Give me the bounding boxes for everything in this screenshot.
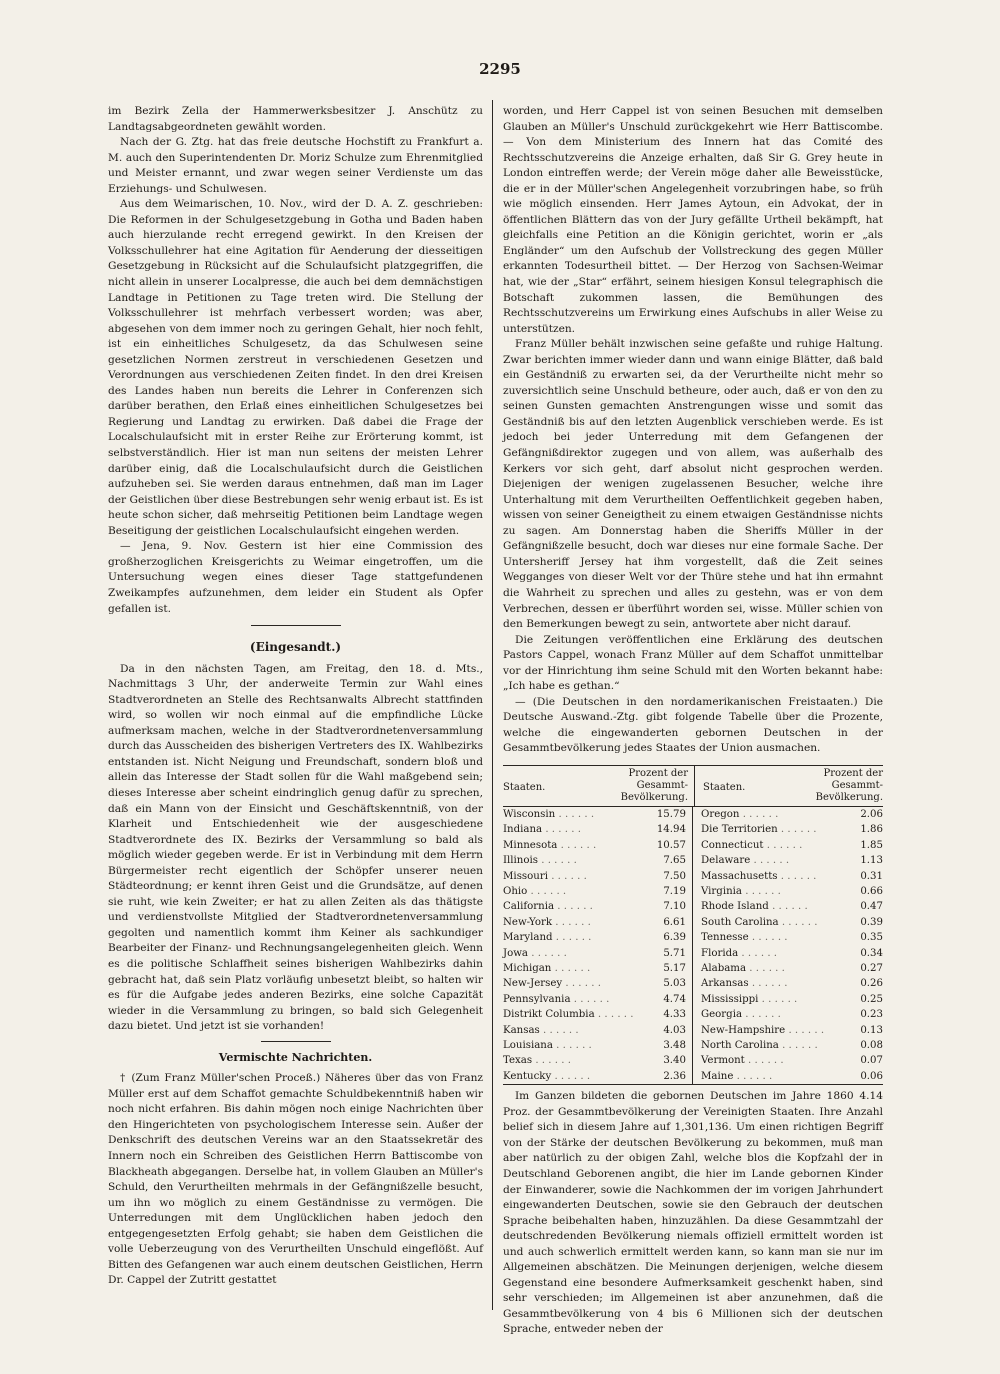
column-header-state: Staaten. bbox=[703, 781, 746, 793]
table-row bbox=[503, 961, 686, 976]
table-row bbox=[701, 1038, 883, 1053]
percent-value: 2.36 bbox=[663, 1070, 686, 1082]
percent-value: 0.26 bbox=[860, 978, 883, 990]
state-name: Michigan . . . bbox=[503, 961, 590, 976]
state-name: Rhode Island . . . bbox=[701, 899, 808, 914]
state-name: Distrikt Columbia . . . bbox=[503, 1007, 634, 1022]
table-row bbox=[503, 1053, 686, 1068]
percent-value: 5.17 bbox=[663, 963, 686, 975]
table-row bbox=[701, 869, 883, 884]
percent-value: 1.13 bbox=[860, 855, 883, 867]
percent-value: 0.35 bbox=[860, 932, 883, 944]
table-row bbox=[701, 1007, 883, 1022]
percent-value: 1.85 bbox=[860, 839, 883, 851]
vermischte-text: † (Zum Franz Müller'schen Proceß.) Näheres über das von Franz Müller erst auf dem Schaffot gemachte Schuldbekenntniß haben wir noch nicht erfahren. Bis dahin mögen noch einige Nachrichten über den Hingerichteten von psychologischem Interesse sein. Außer der Denkschrift des deutschen Vereins war an den Staatssekretär des Innern noch ein Schreiben des Geistlichen Herrn Battiscombe von Blackheath abgegangen. Derselbe hat, in vollem Glauben an Müller's Schuld, den Verurtheilten mehrmals in der Gefängnißzelle besucht, um ihn wo möglich zu einem Geständnisse zu vermögen. Die Unterredungen mit dem Unglücklichen haben jedoch den entgegengesetzten Erfolg gehabt; sie haben dem Geistlichen die volle Ueberzeugung von des Verurtheilten Unschuld eingeflößt. Auf Bitten des Gefangenen war auch einem deutschen Geistlichen, Herrn Dr. Cappel der Zutritt gestattet bbox=[108, 1072, 483, 1287]
percent-value: 0.25 bbox=[860, 993, 883, 1005]
percent-value: 7.19 bbox=[663, 886, 686, 897]
table-row bbox=[701, 807, 883, 822]
state-name: Wisconsin . . . bbox=[503, 807, 594, 822]
state-name: Connecticut . . . bbox=[701, 838, 802, 853]
state-name: New-Hampshire . . . bbox=[701, 1023, 824, 1038]
table-column-right bbox=[693, 807, 883, 1084]
table-row bbox=[503, 853, 686, 868]
percent-value: 0.06 bbox=[860, 1070, 883, 1082]
percent-value: 0.23 bbox=[860, 1009, 883, 1021]
state-name: Minnesota . . . bbox=[503, 838, 596, 853]
article-paragraph: Die Zeitungen veröffentlichen eine Erklärung des deutschen Pastors Cappel, wonach Franz Müller auf dem Schaffot unmittelbar vor der Hinrichtung ihm seine Schuld mit den Worten bekannt habe: „Ich habe es gethan.“ bbox=[503, 633, 883, 693]
article-paragraph: Im Ganzen bildeten die gebornen Deutschen im Jahre 1860 4.14 Proz. der Gesammtbevölkerung der Vereinigten Staaten. Ihre Anzahl belief sich in diesem Jahre auf 1,301,136. Um einen richtigen Begriff von der Stärke der deutschen Bevölkerung zu bekommen, muß man aber natürlich zu der obigen Zahl, welche blos die Kopfzahl der in Deutschland Geborenen angibt, die hier im Lande gebornen Kinder der Einwanderer, sowie die Nachkommen der im vorigen Jahrhundert eingewanderten Deutschen, sowie sie den Gebrauch der deutschen Sprache beibehalten haben, hinzuzählen. Da diese Gesammtzahl der deutschredenden Bevölkerung niemals offiziell ermittelt worden ist und auch schwerlich ermittelt werden kann, so kann man sie nur im Allgemeinen abschätzen. Die Meinungen derjenigen, welche diesem Gegenstand eine besondere Aufmerksamkeit geschenkt haben, sind sehr verschieden; im Allgemeinen ist aber anzunehmen, daß die Gesammtbevölkerung von 4 bis 6 Millionen sich der deutschen Sprache, entweder neben der bbox=[503, 1090, 883, 1336]
table-row bbox=[503, 1007, 686, 1022]
table-row bbox=[701, 992, 883, 1007]
state-name: Florida . . . bbox=[701, 946, 777, 961]
table-row bbox=[503, 807, 686, 822]
percent-value: 0.31 bbox=[860, 870, 883, 882]
state-name: Georgia . . . bbox=[701, 1007, 781, 1022]
german-population-table bbox=[503, 765, 883, 1085]
state-name: Kentucky . . . bbox=[503, 1069, 590, 1084]
column-header-percent: Prozent der Gesammt-Bevölkerung. bbox=[598, 766, 695, 806]
table-row bbox=[701, 1023, 883, 1038]
table-column-left bbox=[503, 807, 693, 1084]
state-name: Kansas . . . bbox=[503, 1023, 579, 1038]
page-number: 2295 bbox=[479, 60, 521, 78]
percent-value: 0.66 bbox=[860, 886, 883, 897]
table-row bbox=[701, 976, 883, 991]
table-row bbox=[503, 838, 686, 853]
table-row bbox=[701, 884, 883, 899]
state-name: North Carolina . . . bbox=[701, 1038, 818, 1053]
state-name: Vermont . . . bbox=[701, 1053, 784, 1068]
column-divider bbox=[492, 100, 493, 1310]
percent-value: 6.39 bbox=[663, 932, 686, 944]
state-name: Texas . . . bbox=[503, 1053, 571, 1068]
percent-value: 14.94 bbox=[656, 824, 686, 836]
article-paragraph: Aus dem Weimarischen, 10. Nov., wird der D. A. Z. geschrieben: Die Reformen in der Schulgesetzgebung in Gotha und Baden haben auch hierzulande recht erregend gewirkt. In den Kreisen der Volksschullehrer hat eine Agitation für Aenderung der diesseitigen Gesetzgebung in Rücksicht auf die Schulaufsicht platzgegriffen, die nicht allein in unserer Localpresse, die auch bei dem demnächstigen Landtage in Petitionen zu Tage treten wird. Die Stellung der Volksschullehrer ist mehrfach verbessert worden; was aber, abgesehen von dem immer noch zu geringen Gehalt, hier noch fehlt, ist ein einheitliches Schulgesetz, da das Schulwesen seine gesetzlichen Normen zerstreut in verschiedenen Gesetzen und Verordnungen aus verschiedenen Zeiten findet. In den drei Kreisen des Landes haben nun bereits die Lehrer in Conferenzen sich darüber berathen, den Erlaß eines einheitlichen Schulgesetzes bei Regierung und Landtag zu erwirken. Daß dabei die Frage der Localschulaufsicht mit in erster Reihe zur Erörterung kommt, ist selbstverständlich. Hier ist man nun seitens der meisten Lehrer darüber einig, daß die Localschulaufsicht durch die Geistlichen aufzuheben sei. Sie werden daraus entnehmen, daß man im Lager der Geistlichen über diese Bestrebungen sehr wenig erbaut ist. Es ist heute schon sicher, daß mehrseitig Petitionen beim Landtage wegen Beseitigung der geistlichen Localschulaufsicht eingehen werden. bbox=[108, 198, 483, 537]
table-header bbox=[503, 766, 883, 807]
right-column bbox=[503, 104, 883, 1338]
table-row bbox=[503, 884, 686, 899]
state-name: Delaware . . . bbox=[701, 853, 789, 868]
state-name: Maryland . . . bbox=[503, 930, 591, 945]
table-row bbox=[503, 1069, 686, 1084]
article-paragraph: Franz Müller behält inzwischen seine gefaßte und ruhige Haltung. Zwar berichten immer wieder dann und wann einige Blätter, daß bald ein Geständniß zu erwarten sei, da der Verurtheilte nicht mehr so zuversichtlich seine Unschuld betheure, oder auch, daß er von den zu seinen Gunsten gemachten Anstrengungen wisse und somit das Geständniß bis auf den letzten Augenblick verschieben werde. Es ist jedoch bei jeder Unterredung mit dem Gefangenen der Gefängnißdirektor zugegen und von allem, was außerhalb des Kerkers vor sich geht, darf absolut nicht gesprochen werden. Diejenigen der wenigen zugelassenen Besucher, welche ihre Unterhaltung mit dem Verurtheilten Oeffentlichkeit gegeben haben, wissen von seiner Geneigtheit zu einem etwaigen Geständnisse nichts zu sagen. Am Donnerstag haben die Sheriffs Müller in der Gefängnißzelle besucht, doch war dieses nur eine formale Sache. Der Untersheriff Jersey hat ihm vorgestellt, daß die Zeit seines Wegganges von dieser Welt vor der Thüre stehe und hat ihn ermahnt die Wahrheit zu sprechen und alles zu gestehn, was er von dem Verbrechen, dessen er überführt worden sei, wisse. Müller schien von den Bemerkungen bewegt zu sein, antwortete aber nicht darauf. bbox=[503, 338, 883, 631]
percent-value: 3.40 bbox=[663, 1055, 686, 1067]
state-name: Die Territorien . . . bbox=[701, 822, 817, 837]
state-name: New-York . . . bbox=[503, 915, 591, 930]
percent-value: 6.61 bbox=[663, 916, 686, 928]
percent-value: 7.10 bbox=[663, 901, 686, 913]
table-row bbox=[503, 899, 686, 914]
table-row bbox=[503, 930, 686, 945]
percent-value: 3.48 bbox=[663, 1040, 686, 1052]
article-paragraph: worden, und Herr Cappel ist von seinen Besuchen mit demselben Glauben an Müller's Unschuld zurückgekehrt wie Herr Battiscombe. — Von dem Ministerium des Innern hat das Comité des Rechtsschutzvereins die Anzeige erhalten, daß Sir G. Grey heute in London eintreffen werde; der Verein möge daher alle Beweisstücke, die er in der Müller'schen Angelegenheit vorzubringen habe, so früh wie möglich einsenden. Herr James Aytoun, ein Advokat, der in öffentlichen Blättern das von der Jury gefällte Urtheil bekämpft, hat gleichfalls eine Petition an die Königin gerichtet, worin er „als Engländer“ um den Aufschub der Vollstreckung des gegen Müller erkannten Todesurtheil bittet. — Der Herzog von Sachsen-Weimar hat, wie der „Star“ erfährt, seinem hiesigen Konsul telegraphisch die Botschaft zukommen lassen, die Bemühungen des Rechtsschutzvereins um Erwirkung eines Aufschubs in aller Weise zu unterstützen. bbox=[503, 105, 883, 335]
table-row bbox=[503, 946, 686, 961]
percent-value: 5.71 bbox=[663, 947, 686, 959]
vermischte-heading: Vermischte Nachrichten. bbox=[218, 1050, 373, 1064]
table-row bbox=[503, 1038, 686, 1053]
state-name: Massachusetts . . . bbox=[701, 869, 816, 884]
percent-value: 0.47 bbox=[860, 901, 883, 913]
section-divider bbox=[251, 625, 341, 626]
table-row bbox=[701, 838, 883, 853]
state-name: Oregon . . . bbox=[701, 807, 778, 822]
table-row bbox=[701, 822, 883, 837]
article-paragraph: — (Die Deutschen in den nordamerikanischen Freistaaten.) Die Deutsche Auswand.-Ztg. gibt folgende Tabelle über die Prozente, welche die eingewanderten gebornen Deutschen in der Gesammtbevölkerung jedes Staates der Union ausmachen. bbox=[503, 695, 883, 755]
percent-value: 5.03 bbox=[663, 978, 686, 990]
state-name: Jowa . . . bbox=[503, 946, 567, 961]
table-row bbox=[503, 915, 686, 930]
percent-value: 10.57 bbox=[656, 839, 686, 851]
table-row bbox=[701, 853, 883, 868]
table-row bbox=[701, 946, 883, 961]
percent-value: 15.79 bbox=[656, 808, 686, 820]
eingesandt-heading: (Eingesandt.) bbox=[249, 640, 342, 655]
percent-value: 0.34 bbox=[860, 947, 883, 959]
state-name: Mississippi . . . bbox=[701, 992, 797, 1007]
table-row bbox=[701, 1053, 883, 1068]
table-body bbox=[503, 807, 883, 1084]
eingesandt-text: Da in den nächsten Tagen, am Freitag, den 18. d. Mts., Nachmittags 3 Uhr, der anderweite Termin zur Wahl eines Stadtverordneten an Stelle des Rechtsanwalts Albrecht stattfinden wird, so wollen wir noch einmal auf die empfindliche Lücke aufmerksam machen, welche in der Stadtverordnetenversammlung durch das Ausscheiden des bisherigen Vertreters des IX. Wahlbezirks entstanden ist. Nicht Neigung und Freundschaft, sondern bloß und allein das Interesse der Stadt sollen für die Wahl maßgebend sein; dieses Interesse aber scheint eindringlich genug dafür zu sprechen, daß ein Mann von der Einsicht und Geschäftskenntniß, von der Klarheit und Entschiedenheit wie der ausgeschiedene Stadtverordnete des IX. Bezirks der Versammlung so bald als möglich wieder gegeben werde. Er ist in Verbindung mit dem Herrn Bürgermeister recht eigentlich der Schöpfer unserer neuen Städteordnung; er kennt ihren Geist und die Grundsätze, auf denen sie ruht, wie kein Zweiter; er hat zu allen Zeiten als das thätigste und verdienstvollste Mitglied der Stadtverordnetenversammlung gegolten und namentlich kommt ihm Keiner als sachkundiger Bearbeiter der Finanz- und Rechnungsangelegenheiten gleich. Wenn es die politische Schlaffheit seines bisherigen Wahlbezirks dahin gebracht hat, daß sein Platz vorläufig unbesetzt bleibt, so halten wir es für die Aufgabe jedes anderen Bezirks, eine solche Capazität wieder in die Versammlung zu bringen, so bald sich Gelegenheit dazu bietet. Und jetzt ist sie vorhanden! bbox=[108, 662, 483, 1033]
percent-value: 1.86 bbox=[860, 824, 883, 836]
table-row bbox=[701, 899, 883, 914]
state-name: Virginia . . . bbox=[701, 884, 781, 899]
percent-value: 0.39 bbox=[860, 916, 883, 928]
state-name: Maine . . . bbox=[701, 1069, 772, 1084]
state-name: Indiana . . . bbox=[503, 822, 581, 837]
percent-value: 0.08 bbox=[860, 1040, 883, 1052]
percent-value: 0.13 bbox=[860, 1024, 883, 1036]
article-paragraph: — Jena, 9. Nov. Gestern ist hier eine Commission des großherzoglichen Kreisgerichts zu Weimar eingetroffen, um die Untersuchung wegen eines dieser Tage stattgefundenen Zweikampfes aufzunehmen, dem leider ein Student als Opfer gefallen ist. bbox=[108, 540, 483, 615]
state-name: Alabama . . . bbox=[701, 961, 785, 976]
state-name: California . . . bbox=[503, 899, 593, 914]
table-row bbox=[503, 869, 686, 884]
left-column bbox=[108, 104, 483, 1289]
state-name: New-Jersey . . . bbox=[503, 976, 601, 991]
percent-value: 7.50 bbox=[663, 870, 686, 882]
percent-value: 0.07 bbox=[860, 1055, 883, 1067]
state-name: Illinois . . . bbox=[503, 853, 577, 868]
state-name: South Carolina . . . bbox=[701, 915, 817, 930]
table-row bbox=[503, 1023, 686, 1038]
table-row bbox=[701, 915, 883, 930]
state-name: Tennesse . . . bbox=[701, 930, 788, 945]
article-paragraph: im Bezirk Zella der Hammerwerksbesitzer J. Anschütz zu Landtagsabgeordneten gewählt worden. bbox=[108, 105, 483, 133]
state-name: Louisiana . . . bbox=[503, 1038, 592, 1053]
column-header-state: Staaten. bbox=[503, 781, 546, 793]
percent-value: 2.06 bbox=[860, 808, 883, 820]
table-row bbox=[701, 1069, 883, 1084]
percent-value: 7.65 bbox=[663, 855, 686, 867]
percent-value: 4.33 bbox=[663, 1009, 686, 1021]
table-row bbox=[701, 961, 883, 976]
percent-value: 4.74 bbox=[663, 993, 686, 1005]
percent-value: 0.27 bbox=[860, 963, 883, 975]
column-header-percent: Prozent der Gesammt-Bevölkerung. bbox=[815, 767, 883, 803]
state-name: Pennsylvania . . . bbox=[503, 992, 609, 1007]
percent-value: 4.03 bbox=[663, 1024, 686, 1036]
state-name: Missouri . . . bbox=[503, 869, 587, 884]
state-name: Ohio . . . bbox=[503, 884, 566, 899]
state-name: Arkansas . . . bbox=[701, 976, 787, 991]
table-row bbox=[503, 822, 686, 837]
section-divider bbox=[261, 1041, 331, 1042]
table-row bbox=[503, 976, 686, 991]
article-paragraph: Nach der G. Ztg. hat das freie deutsche Hochstift zu Frankfurt a. M. auch den Superintendenten Dr. Moriz Schulze zum Ehrenmitglied und Meister ernannt, und zwar wegen seiner Verdienste um das Erziehungs- und Schulwesen. bbox=[108, 136, 483, 195]
table-row bbox=[503, 992, 686, 1007]
table-row bbox=[701, 930, 883, 945]
